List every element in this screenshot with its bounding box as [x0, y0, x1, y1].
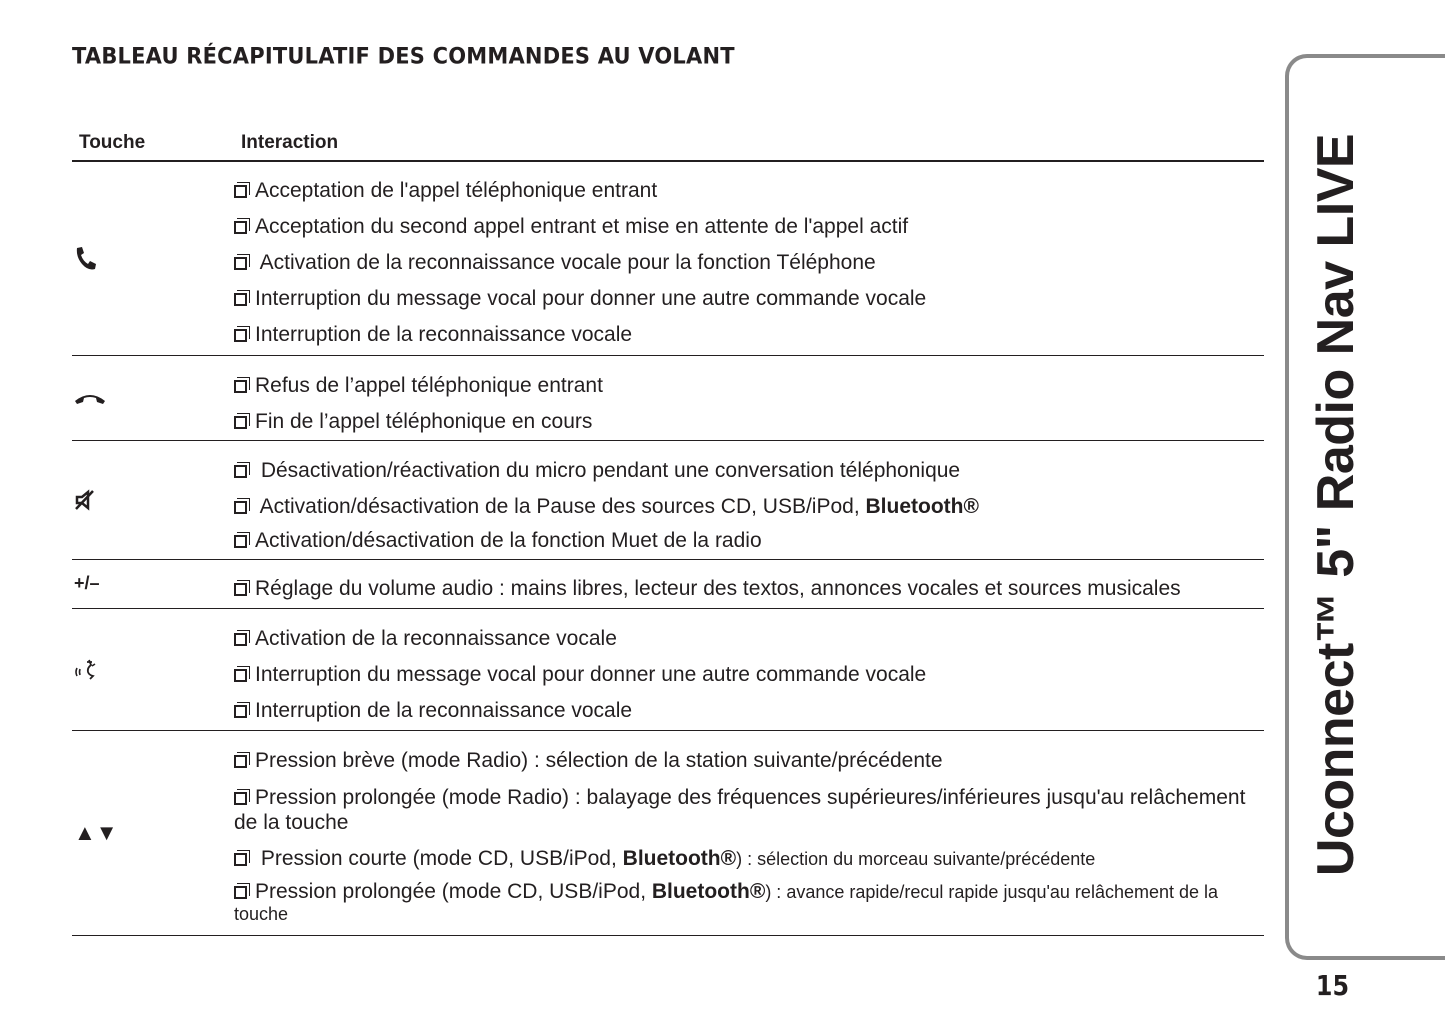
list-item — [234, 322, 1264, 347]
bullet-box-icon — [234, 380, 247, 393]
item-bold-text: Bluetooth® — [865, 495, 979, 518]
item-text: Refus de l’appel téléphonique entrant — [255, 374, 603, 397]
voice-command-icon — [74, 658, 98, 682]
list-item — [234, 286, 1264, 311]
phone-accept-icon — [74, 246, 98, 272]
list-item — [234, 846, 1264, 872]
item-text: Activation de la reconnaissance vocale pour la fonction Téléphone — [255, 251, 876, 274]
bullet-box-icon — [234, 465, 247, 478]
item-text: Pression prolongée (mode CD, USB/iPod, — [255, 880, 652, 903]
up-down-arrows-icon: ▲▼ — [74, 820, 118, 845]
list-item — [234, 698, 1264, 723]
item-text: Désactivation/réactivation du micro pendant une conversation téléphonique — [255, 459, 961, 482]
item-text: Pression brève (mode Radio) : sélection de la station suivante/précédente — [255, 749, 943, 772]
column-header-key: Touche — [79, 132, 146, 153]
list-item — [234, 409, 1264, 434]
bullet-box-icon — [234, 416, 247, 429]
commands-table — [72, 124, 1264, 936]
item-bold-text: Bluetooth® — [651, 880, 766, 903]
column-header-interaction: Interaction — [241, 132, 339, 153]
list-item — [234, 662, 1264, 687]
table-row — [72, 731, 1264, 936]
key-cell — [72, 441, 134, 559]
item-small-text: avance rapide/recul rapide jusqu'au relâchement de la — [786, 882, 1219, 902]
item-text: Fin de l’appel téléphonique en cours — [255, 410, 593, 433]
list-item — [234, 494, 1264, 519]
bullet-box-icon — [234, 792, 247, 805]
volume-key-label: +/– — [74, 573, 100, 593]
list-item — [234, 214, 1264, 239]
bullet-box-icon — [234, 853, 247, 866]
item-text: Pression prolongée (mode Radio) : balayage des fréquences supérieures/inférieures jusqu'au relâchement — [255, 786, 1246, 809]
bullet-box-icon — [234, 221, 247, 234]
item-text: Réglage du volume audio : mains libres, lecteur des textos, annonces vocales et sources musicales — [255, 577, 1181, 600]
item-text: Acceptation de l'appel téléphonique entrant — [255, 179, 658, 202]
item-text: Interruption du message vocal pour donner une autre commande vocale — [255, 663, 927, 686]
page-heading: TABLEAU RÉCAPITULATIF DES COMMANDES AU VOLANT — [72, 43, 735, 69]
item-text: Pression courte (mode CD, USB/iPod, — [255, 847, 623, 870]
key-cell — [72, 731, 134, 935]
bullet-box-icon — [234, 257, 247, 270]
item-bold-text: Bluetooth® — [622, 847, 737, 870]
key-cell — [72, 609, 134, 730]
table-row — [72, 356, 1264, 441]
list-item — [234, 528, 1264, 553]
table-row — [72, 560, 1264, 609]
bullet-box-icon — [234, 185, 247, 198]
chapter-title: Uconnect™ 5" Radio Nav LIVE — [1307, 133, 1365, 877]
key-cell — [72, 356, 134, 440]
phone-end-icon — [74, 391, 106, 405]
key-cell — [72, 162, 134, 355]
list-item — [234, 576, 1264, 601]
list-item — [234, 881, 1264, 925]
bullet-box-icon — [234, 755, 247, 768]
item-text: Interruption de la reconnaissance vocale — [255, 699, 633, 722]
table-header — [72, 124, 1264, 162]
item-small-text-continued: touche — [234, 904, 289, 924]
item-text-suffix: ) : — [765, 882, 787, 902]
list-item — [234, 250, 1264, 275]
key-cell — [72, 560, 134, 608]
bullet-box-icon — [234, 583, 247, 596]
bullet-box-icon — [234, 293, 247, 306]
list-item — [234, 373, 1264, 398]
bullet-box-icon — [234, 501, 247, 514]
list-item — [234, 748, 1264, 773]
bullet-box-icon — [234, 535, 247, 548]
item-text-suffix: ) : — [736, 849, 758, 869]
list-item — [234, 785, 1264, 835]
item-text-continued: de la touche — [234, 811, 349, 834]
bullet-box-icon — [234, 633, 247, 646]
item-small-text: sélection du morceau suivante/précédente — [757, 849, 1096, 869]
item-text: Activation/désactivation de la fonction Muet de la radio — [255, 529, 762, 552]
item-text: Interruption du message vocal pour donner une autre commande vocale — [255, 287, 927, 310]
list-item — [234, 458, 1264, 483]
bullet-box-icon — [234, 669, 247, 682]
table-row — [72, 441, 1264, 560]
item-text: Activation/désactivation de la Pause des sources CD, USB/iPod, — [255, 495, 866, 518]
item-text: Interruption de la reconnaissance vocale — [255, 323, 633, 346]
bullet-box-icon — [234, 705, 247, 718]
table-row — [72, 162, 1264, 356]
table-row — [72, 609, 1264, 731]
mute-icon — [74, 489, 96, 511]
list-item — [234, 626, 1264, 651]
item-text: Acceptation du second appel entrant et mise en attente de l'appel actif — [255, 215, 909, 238]
bullet-box-icon — [234, 329, 247, 342]
item-text: Activation de la reconnaissance vocale — [255, 627, 617, 650]
bullet-box-icon — [234, 886, 247, 899]
list-item — [234, 178, 1264, 203]
page-number: 15 — [1315, 969, 1350, 1002]
